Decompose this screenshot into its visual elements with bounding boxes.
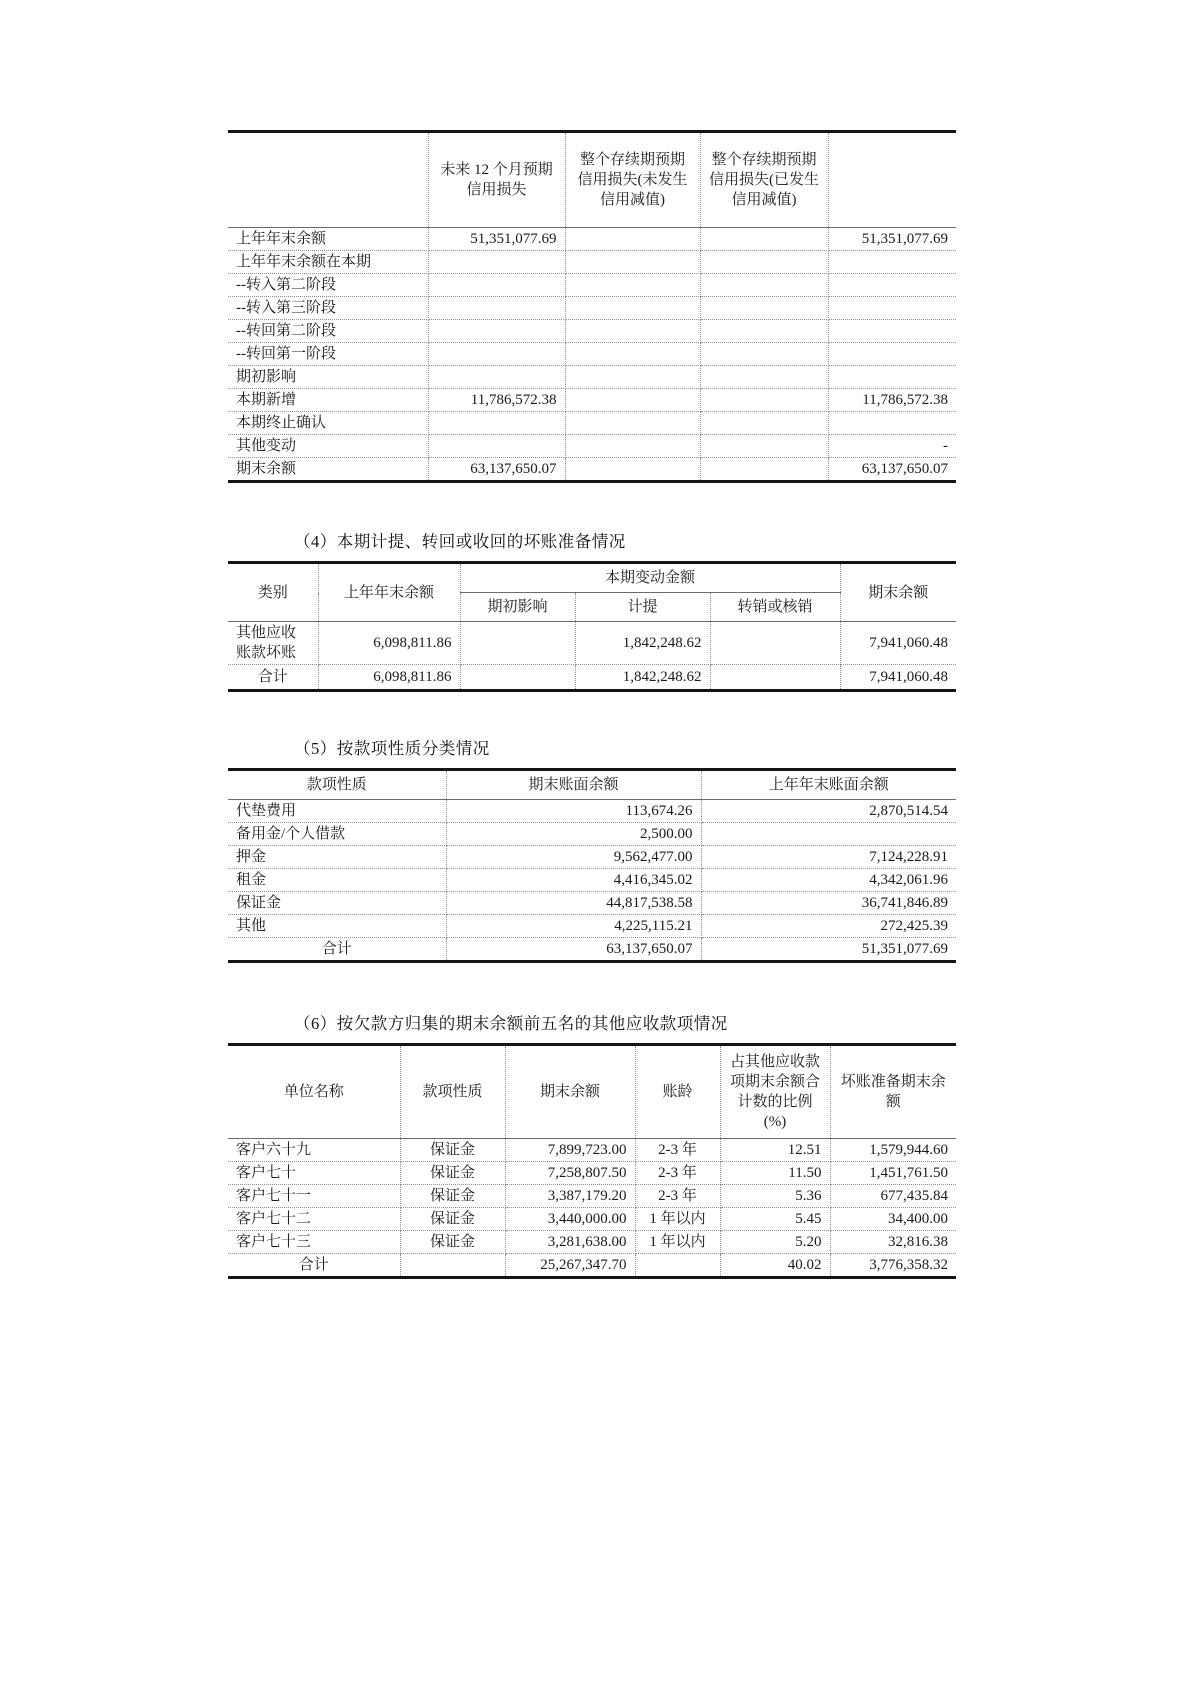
table-row xyxy=(228,458,956,482)
amount-cell xyxy=(565,458,700,482)
ratio-cell: 12.51 xyxy=(720,1139,830,1162)
table-row xyxy=(228,915,956,938)
row-label: 客户七十一 xyxy=(228,1185,400,1208)
table-row xyxy=(228,622,956,665)
row-label: 上年年末余额 xyxy=(228,228,428,251)
header-cell-nature: 款项性质 xyxy=(400,1045,505,1139)
amount-cell xyxy=(428,366,565,389)
row-label-total: 合计 xyxy=(228,938,446,962)
amount-cell xyxy=(428,412,565,435)
row-label: 上年年末余额在本期 xyxy=(228,251,428,274)
ratio-cell: 5.45 xyxy=(720,1208,830,1231)
table-row xyxy=(228,366,956,389)
amount-cell xyxy=(565,412,700,435)
ratio-cell: 5.20 xyxy=(720,1231,830,1254)
table-row xyxy=(228,320,956,343)
row-label-total: 合计 xyxy=(228,665,318,691)
header-cell-ratio: 占其他应收款项期末余额合计数的比例(%) xyxy=(720,1045,830,1139)
amount-cell: 25,267,347.70 xyxy=(505,1254,635,1278)
amount-cell xyxy=(565,274,700,297)
amount-cell xyxy=(700,412,828,435)
amount-cell xyxy=(700,297,828,320)
amount-cell xyxy=(565,435,700,458)
ratio-cell: 40.02 xyxy=(720,1254,830,1278)
amount-cell: 6,098,811.86 xyxy=(318,665,460,691)
amount-cell xyxy=(700,228,828,251)
amount-cell: 11,786,572.38 xyxy=(428,389,565,412)
row-label: 客户七十二 xyxy=(228,1208,400,1231)
table-row xyxy=(228,228,956,251)
amount-cell xyxy=(565,251,700,274)
header-cell-current-change-group: 本期变动金额 xyxy=(460,563,840,593)
aging-cell: 2-3 年 xyxy=(635,1185,720,1208)
amount-cell: 2,500.00 xyxy=(446,823,701,846)
amount-cell xyxy=(828,343,956,366)
table-row xyxy=(228,412,956,435)
aging-cell: 2-3 年 xyxy=(635,1139,720,1162)
amount-cell: 44,817,538.58 xyxy=(446,892,701,915)
amount-cell xyxy=(460,665,575,691)
amount-cell: 3,387,179.20 xyxy=(505,1185,635,1208)
table-header-row xyxy=(228,132,956,228)
amount-cell: 36,741,846.89 xyxy=(701,892,956,915)
header-cell-prior-year-book-balance: 上年年末账面余额 xyxy=(701,770,956,800)
row-label: 本期终止确认 xyxy=(228,412,428,435)
amount-cell: 4,225,115.21 xyxy=(446,915,701,938)
row-label: 租金 xyxy=(228,869,446,892)
row-label: --转入第二阶段 xyxy=(228,274,428,297)
amount-cell xyxy=(710,622,840,665)
amount-cell: 7,941,060.48 xyxy=(840,622,956,665)
header-cell-category: 类别 xyxy=(228,563,318,622)
table-row xyxy=(228,435,956,458)
amount-cell: 51,351,077.69 xyxy=(428,228,565,251)
row-label: 期初影响 xyxy=(228,366,428,389)
top-five-debtors-table xyxy=(228,1043,956,1279)
amount-cell: 677,435.84 xyxy=(830,1185,956,1208)
header-cell-lifetime-impaired: 整个存续期预期信用损失(已发生信用减值) xyxy=(700,132,828,228)
amount-cell xyxy=(565,366,700,389)
row-label: 保证金 xyxy=(228,892,446,915)
table-row xyxy=(228,800,956,823)
amount-cell xyxy=(428,320,565,343)
header-cell-unit-name: 单位名称 xyxy=(228,1045,400,1139)
amount-cell: 1,579,944.60 xyxy=(830,1139,956,1162)
header-cell-period-end: 期末余额 xyxy=(840,563,956,622)
table-row xyxy=(228,892,956,915)
nature-cell: 保证金 xyxy=(400,1231,505,1254)
ratio-cell: 5.36 xyxy=(720,1185,830,1208)
row-label: --转回第一阶段 xyxy=(228,343,428,366)
amount-cell: 113,674.26 xyxy=(446,800,701,823)
amount-cell: 32,816.38 xyxy=(830,1231,956,1254)
row-label-total: 合计 xyxy=(228,1254,400,1278)
table-header-row xyxy=(228,1045,956,1139)
page-content xyxy=(228,130,956,1279)
amount-cell xyxy=(460,622,575,665)
table-row xyxy=(228,1162,956,1185)
header-cell-prior-year-end: 上年年末余额 xyxy=(318,563,460,622)
amount-cell: 3,281,638.00 xyxy=(505,1231,635,1254)
section-6-caption: （6）按欠款方归集的期末余额前五名的其他应收款项情况 xyxy=(294,1014,728,1033)
header-cell-provision: 计提 xyxy=(575,593,710,622)
bad-debt-provision-table xyxy=(228,561,956,692)
table-row xyxy=(228,389,956,412)
amount-cell xyxy=(428,251,565,274)
amount-cell: 7,899,723.00 xyxy=(505,1139,635,1162)
table-total-row xyxy=(228,1254,956,1278)
amount-cell: 63,137,650.07 xyxy=(428,458,565,482)
table-row xyxy=(228,869,956,892)
amount-cell: 1,842,248.62 xyxy=(575,665,710,691)
amount-cell xyxy=(828,251,956,274)
table-row xyxy=(228,1231,956,1254)
nature-cell: 保证金 xyxy=(400,1139,505,1162)
table-row xyxy=(228,1139,956,1162)
table-row xyxy=(228,297,956,320)
row-label: --转入第三阶段 xyxy=(228,297,428,320)
section-5-caption: （5）按款项性质分类情况 xyxy=(294,739,490,758)
amount-cell xyxy=(828,297,956,320)
header-cell-writeoff: 转销或核销 xyxy=(710,593,840,622)
row-label: 客户七十三 xyxy=(228,1231,400,1254)
table-total-row xyxy=(228,938,956,962)
amount-cell: 7,124,228.91 xyxy=(701,846,956,869)
nature-cell: 保证金 xyxy=(400,1185,505,1208)
table-row xyxy=(228,846,956,869)
amount-cell: 9,562,477.00 xyxy=(446,846,701,869)
amount-cell xyxy=(700,251,828,274)
amount-cell: - xyxy=(828,435,956,458)
amount-cell xyxy=(701,823,956,846)
amount-cell: 11,786,572.38 xyxy=(828,389,956,412)
amount-cell: 1,842,248.62 xyxy=(575,622,710,665)
amount-cell xyxy=(710,665,840,691)
amount-cell xyxy=(828,412,956,435)
header-cell-opening-impact: 期初影响 xyxy=(460,593,575,622)
row-label: 客户六十九 xyxy=(228,1139,400,1162)
amount-cell xyxy=(828,366,956,389)
header-cell-12m-ecl: 未来 12 个月预期信用损失 xyxy=(428,132,565,228)
amount-cell xyxy=(700,343,828,366)
header-cell-bad-debt-ending: 坏账准备期末余额 xyxy=(830,1045,956,1139)
row-label: 押金 xyxy=(228,846,446,869)
amount-cell xyxy=(828,320,956,343)
amount-cell xyxy=(565,228,700,251)
aging-cell xyxy=(635,1254,720,1278)
table-row xyxy=(228,251,956,274)
row-label: 期末余额 xyxy=(228,458,428,482)
ecl-stages-table xyxy=(228,130,956,483)
amount-cell: 272,425.39 xyxy=(701,915,956,938)
header-cell-ending-balance: 期末余额 xyxy=(505,1045,635,1139)
section-4-caption: （4）本期计提、转回或收回的坏账准备情况 xyxy=(294,532,626,551)
table-header-row xyxy=(228,770,956,800)
amount-cell xyxy=(565,320,700,343)
header-cell-aging: 账龄 xyxy=(635,1045,720,1139)
amount-cell: 34,400.00 xyxy=(830,1208,956,1231)
aging-cell: 1 年以内 xyxy=(635,1231,720,1254)
amount-cell xyxy=(428,274,565,297)
table-row xyxy=(228,343,956,366)
amount-cell: 4,416,345.02 xyxy=(446,869,701,892)
row-label: 其他应收账款坏账 xyxy=(228,622,318,665)
nature-cell: 保证金 xyxy=(400,1162,505,1185)
row-label: --转回第二阶段 xyxy=(228,320,428,343)
amount-cell: 3,440,000.00 xyxy=(505,1208,635,1231)
header-cell-nature: 款项性质 xyxy=(228,770,446,800)
amount-cell xyxy=(700,389,828,412)
header-cell-total-empty xyxy=(828,132,956,228)
amount-cell: 6,098,811.86 xyxy=(318,622,460,665)
amount-cell xyxy=(828,274,956,297)
row-label: 客户七十 xyxy=(228,1162,400,1185)
amount-cell xyxy=(565,343,700,366)
row-label: 备用金/个人借款 xyxy=(228,823,446,846)
amount-cell xyxy=(700,366,828,389)
header-cell-lifetime-not-impaired: 整个存续期预期信用损失(未发生信用减值) xyxy=(565,132,700,228)
row-label: 其他 xyxy=(228,915,446,938)
table-header-row xyxy=(228,563,956,593)
aging-cell: 2-3 年 xyxy=(635,1162,720,1185)
nature-cell xyxy=(400,1254,505,1278)
table-total-row xyxy=(228,665,956,691)
table-row xyxy=(228,823,956,846)
header-cell-ending-book-balance: 期末账面余额 xyxy=(446,770,701,800)
amount-cell: 7,941,060.48 xyxy=(840,665,956,691)
row-label: 本期新增 xyxy=(228,389,428,412)
amount-cell xyxy=(565,389,700,412)
ratio-cell: 11.50 xyxy=(720,1162,830,1185)
nature-cell: 保证金 xyxy=(400,1208,505,1231)
aging-cell: 1 年以内 xyxy=(635,1208,720,1231)
amount-cell: 2,870,514.54 xyxy=(701,800,956,823)
amount-cell xyxy=(700,435,828,458)
amount-cell xyxy=(700,320,828,343)
table-row xyxy=(228,274,956,297)
amount-cell: 51,351,077.69 xyxy=(701,938,956,962)
row-label: 其他变动 xyxy=(228,435,428,458)
amount-cell xyxy=(428,343,565,366)
amount-cell xyxy=(565,297,700,320)
amount-cell: 7,258,807.50 xyxy=(505,1162,635,1185)
amount-cell xyxy=(700,458,828,482)
header-cell-empty xyxy=(228,132,428,228)
amount-cell: 63,137,650.07 xyxy=(828,458,956,482)
amount-cell: 51,351,077.69 xyxy=(828,228,956,251)
amount-cell: 63,137,650.07 xyxy=(446,938,701,962)
amount-cell: 1,451,761.50 xyxy=(830,1162,956,1185)
amount-cell: 3,776,358.32 xyxy=(830,1254,956,1278)
amount-cell: 4,342,061.96 xyxy=(701,869,956,892)
amount-cell xyxy=(428,297,565,320)
amount-cell xyxy=(428,435,565,458)
row-label: 代垫费用 xyxy=(228,800,446,823)
nature-classification-table xyxy=(228,768,956,963)
table-row xyxy=(228,1208,956,1231)
table-row xyxy=(228,1185,956,1208)
amount-cell xyxy=(700,274,828,297)
